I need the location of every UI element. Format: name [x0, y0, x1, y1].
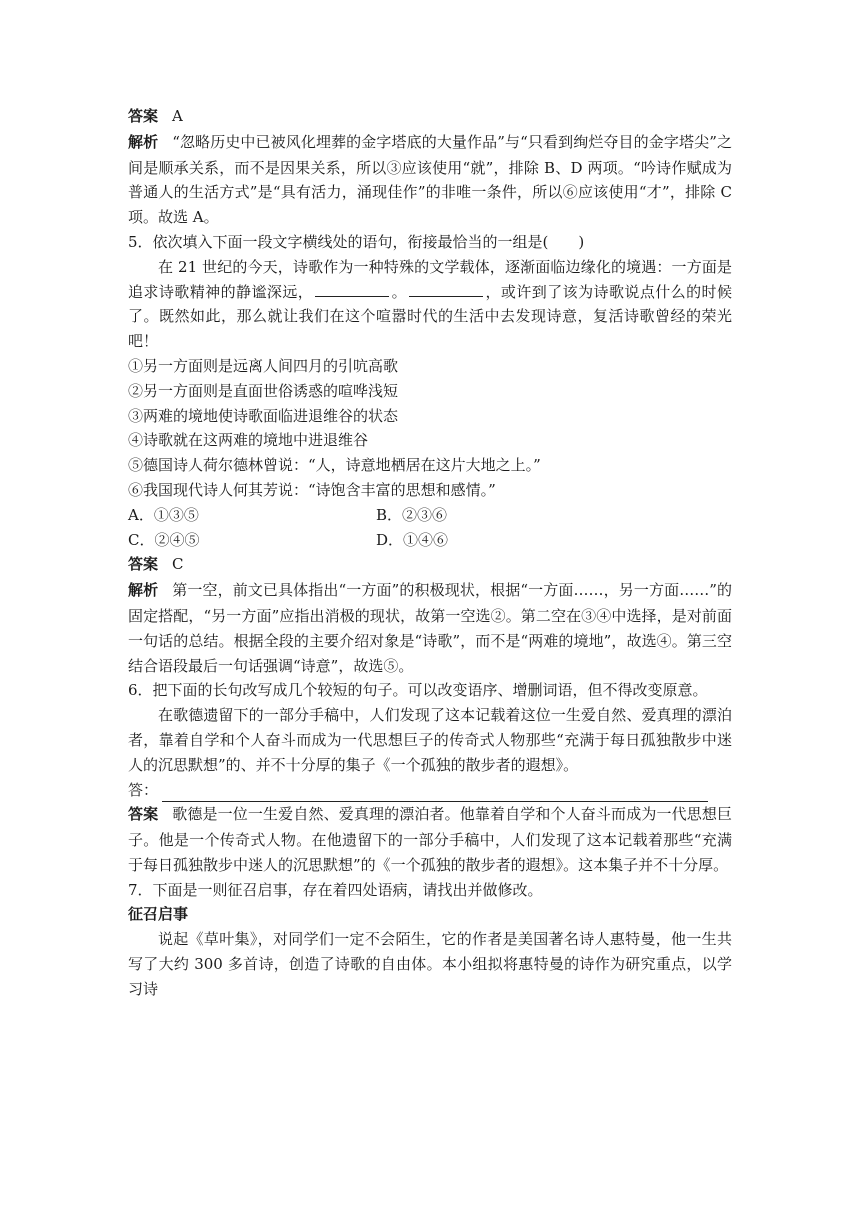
answer-prompt: 答： — [128, 780, 159, 799]
notice-heading: 征召启事 — [128, 905, 189, 923]
q5-item: ③两难的境地使诗歌面临进退维谷的状态 — [128, 406, 399, 425]
passage-part2: ，或许到了该为诗歌说点什么的时候了。既然如此，那么就让我们在这个喧嚣时代的生活中去发现诗意，复活诗歌曾经的荣光吧！ — [128, 282, 732, 351]
q5-stem: 5．依次填入下面一段文字横线处的语句，衔接最恰当的一组是( ) — [128, 232, 585, 251]
q7-passage: 说起《草叶集》，对同学们一定不会陌生，它的作者是美国著名诗人惠特曼，他一生共写了大约 300 多首诗，创造了诗歌的自由体。本小组拟将惠特曼的诗作为研究重点，以学习诗 — [128, 930, 732, 998]
answer-text: 歌德是一位一生爱自然、爱真理的漂泊者。他靠着自学和个人奋斗而成为一代思想巨子。他是一个传奇式人物。在他遗留下的一部分手稿中，人们发现了这本记载着那些“充满于每日孤独散步中迷人的沉思默想”的《一个孤独的散步者的遐想》。这本集子并不十分厚。 — [128, 805, 732, 874]
q5-analysis — [128, 578, 732, 678]
answer-label: 答案 — [128, 556, 159, 574]
option-d: D．①④⑥ — [376, 530, 449, 549]
q7-stem: 7．下面是一则征召启事，存在着四处语病，请找出并做修改。 — [128, 880, 543, 899]
q6-passage: 在歌德遗留下的一部分手稿中，人们发现了这本记载着这位一生爱自然、爱真理的漂泊者，靠着自学和个人奋斗而成为一代思想巨子的传奇式人物那些“充满于每日孤独散步中迷人的沉思默想”的、并不十分厚的集子《一个孤独的散步者的遐想》。 — [128, 706, 732, 774]
q5-item: ④诗歌就在这两难的境地中进退维谷 — [128, 431, 369, 450]
q5-options-row-2 — [128, 528, 732, 553]
answer-blank-line[interactable] — [162, 785, 708, 802]
analysis-text: 第一空，前文已具体指出“一方面”的积极现状，根据“一方面……，另一方面……”的固定搭配，“另一方面”应指出消极的现状，故第一空选②。第二空在③④中选择，是对前面一句话的总结。根据全段的主要介绍对象是“诗歌”，而不是“两难的境地”，故选④。第三空结合语段最后一句话强调“诗意”，故选⑤。 — [128, 581, 732, 675]
option-c: C．②④⑤ — [128, 530, 200, 549]
passage-part1: 在 21 世纪的今天，诗歌作为一种特殊的文学载体，逐渐面临边缘化的境遇：一方面是追求诗歌精神的静谧深远， — [128, 257, 732, 301]
q5-answer — [128, 552, 732, 578]
q6-answer — [128, 802, 732, 877]
q4-answer — [128, 104, 732, 130]
analysis-label: 解析 — [128, 133, 159, 151]
page-content — [128, 104, 732, 1002]
q5-item: ①另一方面则是远离人间四月的引吭高歌 — [128, 356, 399, 375]
analysis-label: 解析 — [128, 582, 159, 600]
q4-analysis — [128, 130, 732, 230]
q6-stem: 6．把下面的长句改写成几个较短的句子。可以改变语序、增删词语，但不得改变原意。 — [128, 681, 708, 700]
answer-label: 答案 — [128, 806, 159, 824]
q5-item: ⑤德国诗人荷尔德林曾说：“人，诗意地栖居在这片大地之上。” — [128, 456, 541, 475]
analysis-text: “忽略历史中已被风化埋葬的金字塔底的大量作品”与“只看到绚烂夺目的金字塔尖”之间是顺承关系，而不是因果关系，所以③应该使用“就”，排除 B、D 两项。“吟诗作赋成为普通人的生活方式”是“具有活力，涌现佳作”的非唯一条件，所以⑥应该使用“才”，排除 C 项。故选 A。 — [128, 132, 732, 227]
answer-value: C — [172, 555, 184, 574]
q5-item: ⑥我国现代诗人何其芳说：“诗饱含丰富的思想和感情。” — [128, 480, 496, 499]
answer-value: A — [172, 107, 183, 125]
option-a: A．①③⑤ — [128, 505, 199, 524]
q5-passage — [128, 255, 732, 354]
blank-1 — [315, 282, 389, 297]
option-b: B．②③⑥ — [376, 505, 448, 524]
answer-label: 答案 — [128, 108, 159, 125]
blank-2 — [409, 282, 483, 297]
q5-item: ②另一方面则是直面世俗诱惑的喧哗浅短 — [128, 381, 399, 400]
q6-answer-line — [128, 778, 732, 803]
q5-options-row-1 — [128, 503, 732, 528]
passage-sep: 。 — [391, 282, 408, 301]
